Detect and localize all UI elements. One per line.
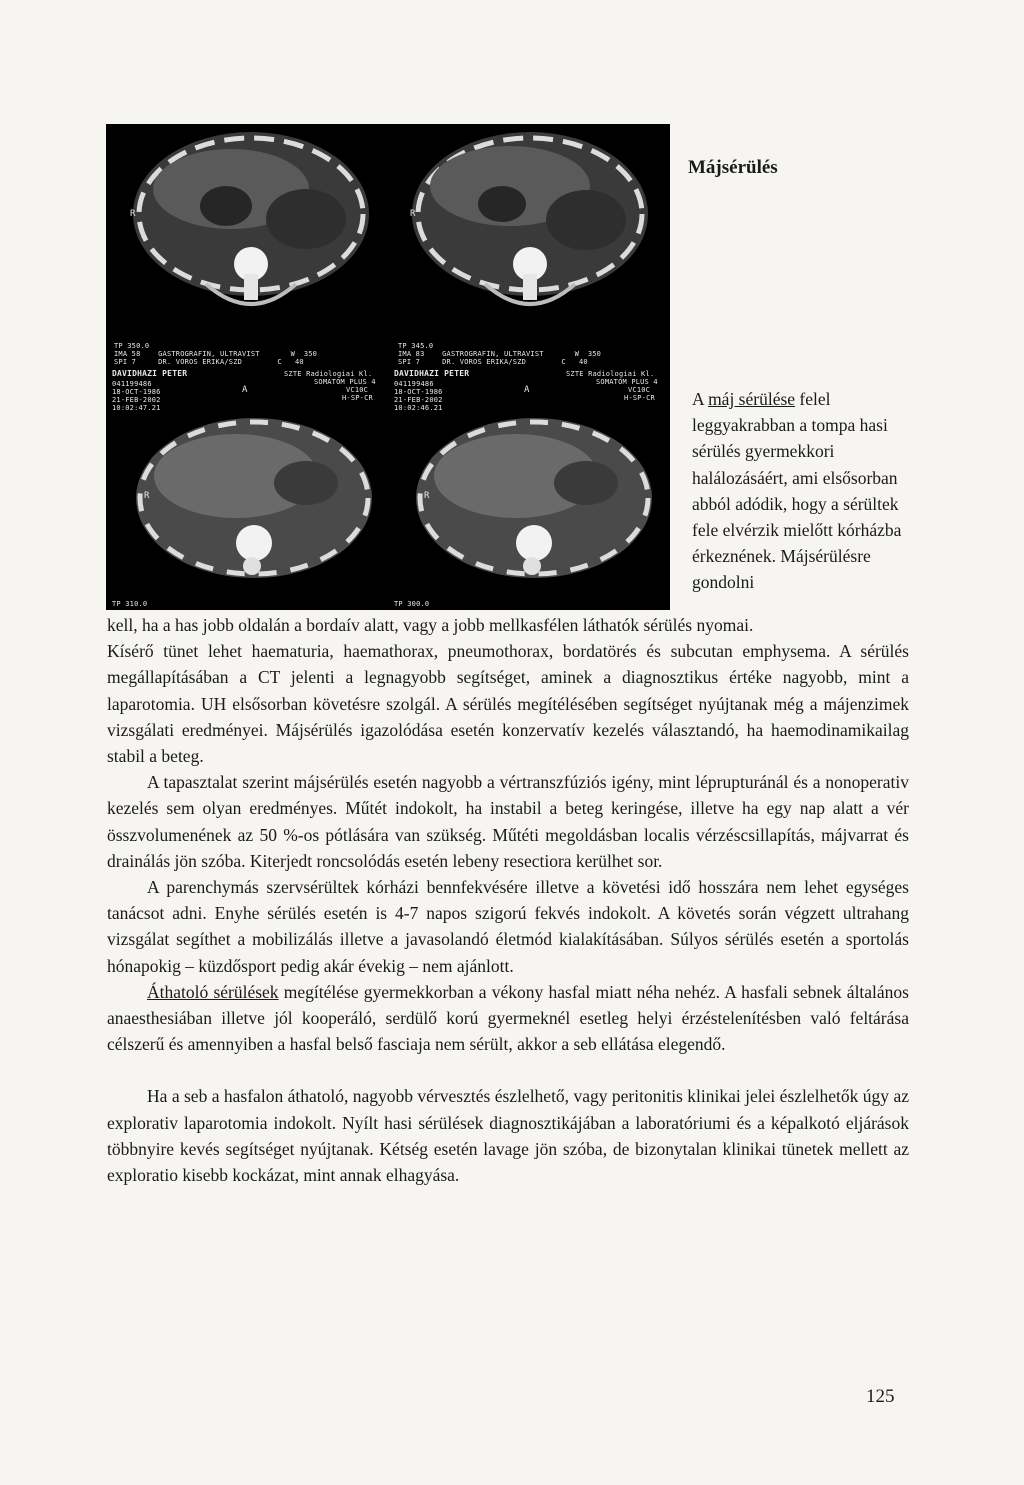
paragraph-5-text: megítélése gyermekkorban a vékony hasfal miatt néha nehéz. A hasfali sebnek általános anaesthesiában illetve jól kooperáló, serdülő korú gyermeknél esetleg helyi érzéstelenítésben való feltárása célszerű és amennyiben a hasfal belső fasciaja nem sérült, akkor a seb ellátása elegendő. [107, 981, 909, 1055]
paragraph-2: Kísérő tünet lehet haematuria, haemathorax, pneumothorax, bordatörés és subcutan emphysema. A sérülés megállapításában a CT jelenti a legnagyobb segítséget, aminek a diagnosztikus értéke nagyobb, mint a laparotomia. UH elsősorban követésre szolgál. A sérülés megítélésében segítséget nyújtanak még a májenzimek vizsgálati eredményei. Májsérülés igazolódása esetén konzervatív kezelés választandó, ha haemodinamikailag stabil a beteg. [107, 641, 909, 767]
ct-site-line-4: H-SP-CR [624, 394, 655, 402]
ct-info-line-1: 041199486 [394, 380, 434, 388]
ct-header-line-3: SPI 7 DR. VOROS ERIKA/SZD C 40 [114, 358, 304, 366]
ct-site-line-1: SZTE Radiologiai Kl. [566, 370, 655, 378]
paragraph-4: A parenchymás szervsérültek kórházi bennfekvésére illetve a követési idő hosszára nem lehet egységes tanácsot adni. Enyhe sérülés esetén is 4-7 napos szigorú fekvés indokolt. A követés során végzett ultrahang vizsgálat segíthet a mobilizálás illetve a javasolandó életmód kialakításában. Súlyos sérülés esetén a sportolás hónapokig – küzdősport pedig akár évekig – nem ajánlott. [107, 877, 909, 976]
ct-site-line-3: VC10C [346, 386, 369, 394]
ct-site-line-1: SZTE Radiologiai Kl. [284, 370, 373, 378]
side-paragraph-term: máj sérülése [708, 389, 796, 409]
ct-header-line-1: TP 350.0 [114, 342, 150, 350]
ct-site-line-4: H-SP-CR [342, 394, 373, 402]
paragraph-3: A tapasztalat szerint májsérülés esetén nagyobb a vértranszfúziós igény, mint léprupturánál és a nonoperativ kezelés sem olyan eredményes. Műtét indokolt, ha instabil a beteg keringése, illetve ha egy nap alatt a vér összvolumenének az 50 %-os pótlására van szükség. Műtéti megoldásban localis vérzéscsillapítás, májvarrat és drainálás jön szóba. Kiterjedt roncsolódás esetén lebeny resectiora kerülhet sor. [107, 772, 909, 871]
ct-side-letter: R [410, 209, 416, 219]
ct-scan-bottom-right [390, 368, 670, 610]
ct-orient-letter: A [524, 385, 530, 395]
ct-orient-letter: A [242, 385, 248, 395]
body-text [107, 612, 909, 1188]
ct-info-line-1: 041199486 [112, 380, 152, 388]
ct-info-line-4: 10:02:47.21 [112, 404, 161, 412]
ct-scan-top-left [106, 124, 386, 366]
ct-site-line-3: VC10C [628, 386, 651, 394]
ct-scan-figure [106, 124, 670, 610]
ct-side-letter: R [130, 209, 136, 219]
paragraph-5-term: Áthatoló sérülések [147, 981, 279, 1002]
ct-site-line-2: SOMATOM PLUS 4 [314, 378, 376, 386]
ct-patient-name: DAVIDHAZI PETER [394, 369, 470, 378]
ct-side-letter: R [424, 491, 430, 501]
ct-scan-bottom-left [106, 368, 386, 610]
paragraph-5 [107, 979, 909, 1058]
ct-info-line-2: 18-OCT-1986 [394, 388, 443, 396]
ct-info-line-4: 10:02:46.21 [394, 404, 443, 412]
ct-header-line-1: TP 345.0 [398, 342, 434, 350]
page-heading: Májsérülés [688, 157, 778, 178]
page-number: 125 [866, 1386, 895, 1407]
side-paragraph-text: felel leggyakrabban a tompa hasi sérülés gyermekkori halálozásáért, ami elsősorban abból adódik, hogy a sérültek fele elvérzik mielőtt kórházba érkeznének. Májsérülésre gondolni [692, 389, 902, 593]
side-paragraph [692, 386, 917, 596]
paragraph-1: kell, ha a has jobb oldalán a bordaív alatt, vagy a jobb mellkasfélen láthatók sérülés nyomai. [107, 615, 754, 635]
ct-info-line-2: 18-OCT-1986 [112, 388, 161, 396]
ct-info-line-3: 21-FEB-2002 [394, 396, 443, 404]
ct-scan-top-right-image [390, 124, 670, 366]
ct-scan-top-left-image [106, 124, 386, 366]
ct-scan-top-right [390, 124, 670, 366]
ct-side-letter: R [144, 491, 150, 501]
ct-site-line-2: SOMATOM PLUS 4 [596, 378, 658, 386]
ct-info-line-3: 21-FEB-2002 [112, 396, 161, 404]
side-paragraph-prefix: A [692, 389, 709, 409]
ct-header-line-3: SPI 7 DR. VOROS ERIKA/SZD C 40 [398, 358, 588, 366]
ct-footer: TP 310.0 [112, 600, 148, 608]
ct-patient-name: DAVIDHAZI PETER [112, 369, 188, 378]
paragraph-gap [107, 1057, 909, 1083]
ct-header-line-2: IMA 58 GASTROGRAFIN, ULTRAVIST W 350 [114, 350, 318, 358]
ct-footer: TP 300.0 [394, 600, 430, 608]
paragraph-6: Ha a seb a hasfalon áthatoló, nagyobb vérvesztés észlelhető, vagy peritonitis klinikai jelei észlelhetők úgy az explorativ laparotomia indokolt. Nyílt hasi sérülések diagnosztikájában a laboratóriumi és a képalkotó eljárások többnyire kevés segítséget nyújtanak. Kétség esetén lavage jön szóba, de bizonytalan klinikai tünetek mellett az exploratio kisebb kockázat, mint annak elhagyása. [107, 1086, 909, 1186]
ct-header-line-2: IMA 83 GASTROGRAFIN, ULTRAVIST W 350 [398, 350, 602, 358]
